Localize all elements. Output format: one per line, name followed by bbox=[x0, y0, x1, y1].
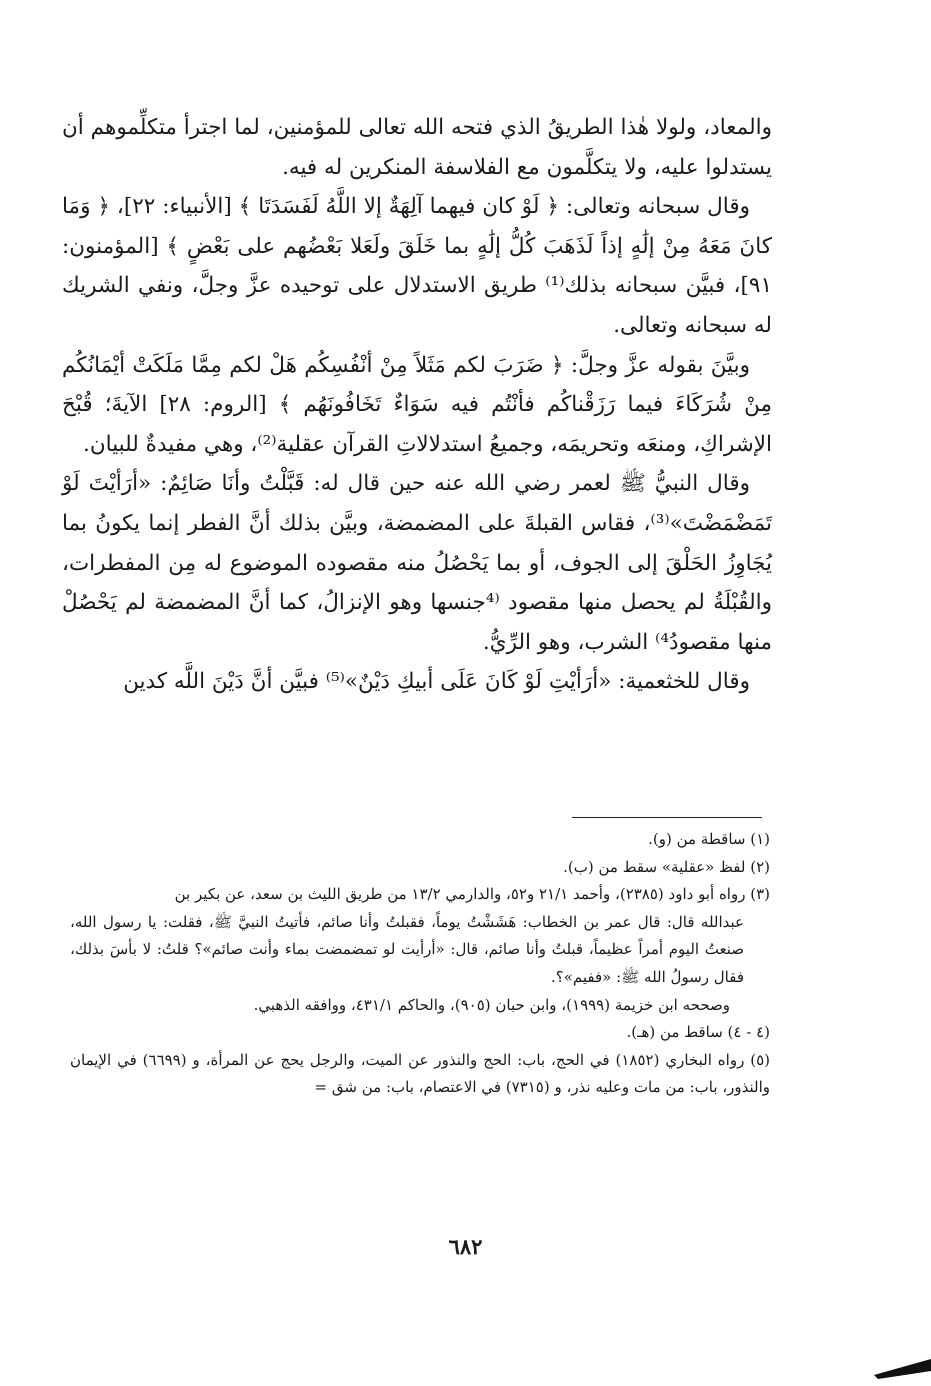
footnote-3-authentication: وصححه ابن خزيمة (١٩٩٩)، وابن حبان (٩٠٥)، والحاكم ٤٣١/١، ووافقه الذهبي. bbox=[253, 995, 730, 1014]
footnotes-section bbox=[70, 826, 770, 1102]
footnote-5: (٥) رواه البخاري (١٨٥٢) في الحج، باب: الحج والنذور عن الميت، والرجل يحج عن المرأة، و (٦٦٩٩) في الإيمان والنذور، باب: من مات وعليه نذر، و (٧٣١٥) في الاعتصام، باب: من شق = bbox=[70, 1050, 771, 1097]
footnote-separator bbox=[572, 817, 762, 818]
corner-wedge-shape bbox=[874, 1359, 931, 1379]
main-text-body bbox=[62, 108, 772, 702]
paragraph-1: والمعاد، ولولا هٰذا الطريقُ الذي فتحه الله تعالى للمؤمنين، لما اجترأ متكلِّموهم أن يستدلوا عليه، ولا يتكلَّمون مع الفلاسفة المنكرين له فيه. bbox=[62, 115, 772, 180]
footnote-2: (٢) لفظ «عقلية» سقط من (ب). bbox=[563, 857, 770, 876]
footnote-3-continuation: عبدالله قال: قال عمر بن الخطاب: هَشَشْتُ يوماً، فقبلتُ وأنا صائم، فأتيتُ النبيَّ ﷺ، فقلت: يا رسول الله، صنعتُ اليوم أمراً عظيماً، قبلتُ وأنا صائم، قال: «أرأيت لو تمضمضت بماء وأنت صائم»؟ قلتُ: لا بأسَ بذلك، فقال رسولُ الله ﷺ: «ففيم»؟. bbox=[70, 912, 744, 986]
footnote-4: (٤ - ٤) ساقط من (هـ). bbox=[626, 1023, 770, 1042]
page-corner-mark bbox=[874, 1345, 931, 1386]
paragraph-4: وقال النبيُّ ﷺ لعمر رضي الله عنه حين قال له: قَبَّلْتُ وأنَا صَائِمٌ: «أرَأيْتَ لَوْ تَمَضْمَضْتَ»⁽³⁾، فقاس القبلةَ على المضمضة، وبيَّن بذلك أنَّ الفطر إنما يكونُ بما يُجَاوِزُ الحَلْقَ إلى الجوف، أو بما يَحْصُلُ منه مقصوده الموضوع له مِن المفطرات، والقُبْلَةُ لم يحصل منها مقصود ⁽⁴جنسها وهو الإنزالُ، كما أنَّ المضمضة لم يَحْصُلْ منها مقصودُ⁴⁾ الشرب، وهو الرِّيُّ. bbox=[62, 471, 773, 655]
paragraph-2: وقال سبحانه وتعالى: ﴿ لَوْ كان فيهما آلِهَةٌ إلا اللَّهُ لَفَسَدَتَا ﴾ [الأنبياء: ٢٢]، ﴿ وَمَا كانَ مَعَهُ مِنْ إلَٰهٍ إذاً لَذَهَبَ كُلُّ إلَٰهٍ بما خَلَقَ ولَعَلا بَعْضُهم على بَعْضٍ ﴾ [المؤمنون: ٩١]، فبيَّن سبحانه بذلك⁽¹⁾ طريق الاستدلال على توحيده عزَّ وجلَّ، ونفي الشريك له سبحانه وتعالى. bbox=[62, 194, 772, 338]
footnote-3: (٣) رواه أبو داود (٢٣٨٥)، وأحمد ٢١/١ و٥٢، والدارمي ١٣/٢ من طريق الليث بن سعد، عن بكير بن bbox=[174, 885, 770, 904]
paragraph-3: وبيَّنَ بقوله عزَّ وجلَّ: ﴿ ضَرَبَ لكم مَثَلاً مِنْ أنْفُسِكُم هَلْ لكم مِمَّا مَلَكَتْ أيْمَانُكُم مِنْ شُرَكَاءَ فيما رَزَقْناكُم فأنْتُم فيه سَوَاءٌ تَخَافُونَهُم ﴾ [الروم: ٢٨] الآيةَ؛ قُبْحَ الإشراكِ، ومنعَه وتحريمَه، وجميعُ استدلالاتِ القرآن عقلية⁽²⁾، وهي مفيدةٌ للبيان. bbox=[62, 352, 772, 457]
paragraph-5: وقال للخثعمية: «أرَأيْتِ لَوْ كَانَ عَلَى أبيكِ دَيْنٌ»⁽⁵⁾ فبيَّن أنَّ دَيْنَ اللَّه كدين bbox=[123, 669, 750, 695]
footnote-1: (١) ساقطة من (و). bbox=[648, 830, 770, 848]
page-number: ٦٨٢ bbox=[448, 1234, 483, 1259]
